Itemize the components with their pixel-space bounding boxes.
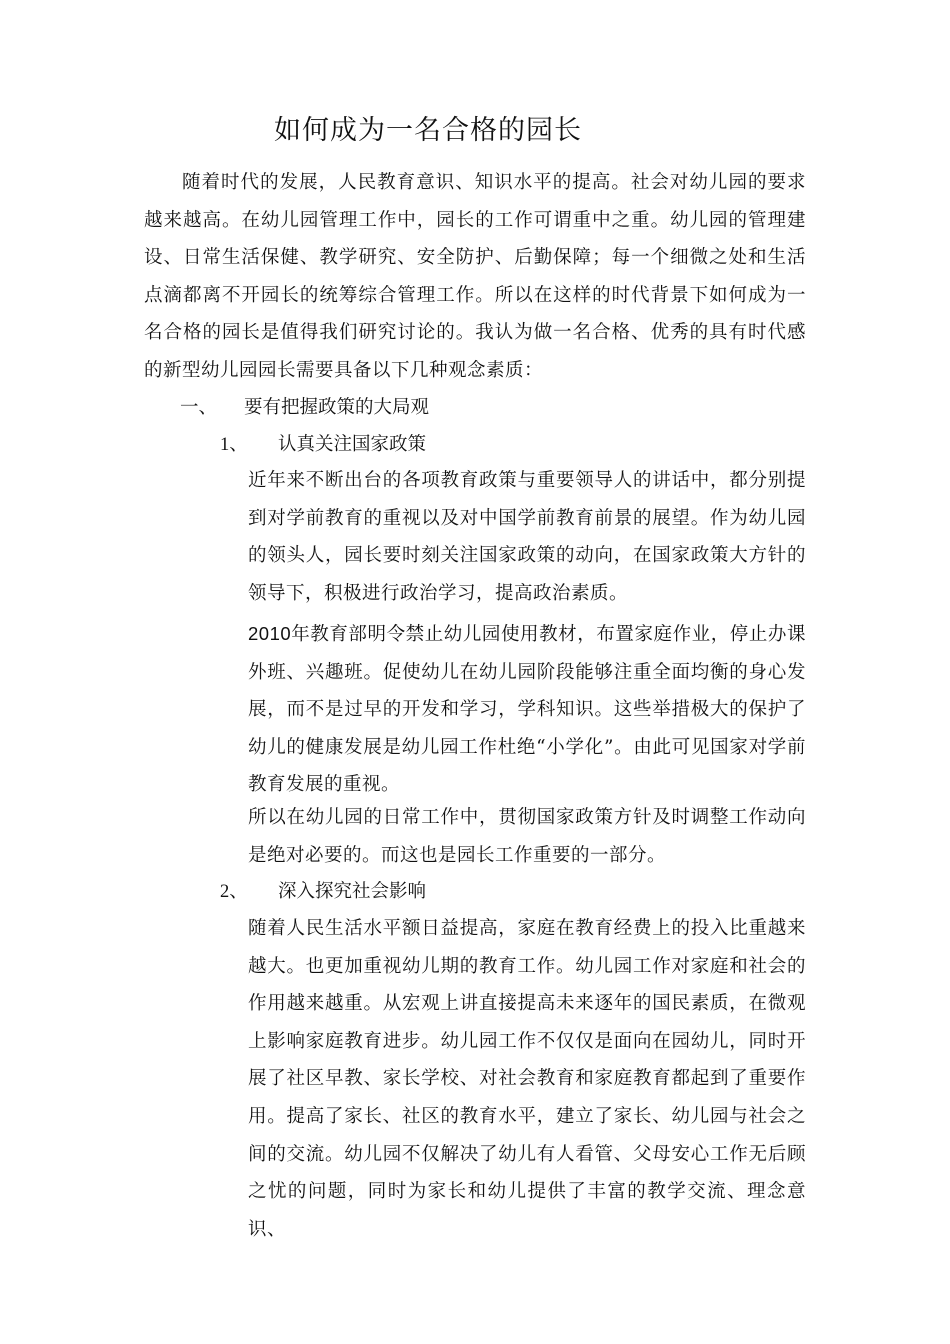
subsection-1-paragraph-1: 近年来不断出台的各项教育政策与重要领导人的讲话中，都分别提到对学前教育的重视以及对中国学前教育前景的展望。作为幼儿园的领头人，园长要时刻关注国家政策的动向，在国家政策大方针的领导下，积极进行政治学习，提高政治素质。 <box>248 470 806 604</box>
document-title: 如何成为一名合格的园长 <box>274 115 582 146</box>
subsection-1-paragraph-2 <box>248 615 806 804</box>
paragraph-2-text: 年教育部明令禁止幼儿园使用教材，布置家庭作业，停止办课外班、兴趣班。促使幼儿在幼儿园阶段能够注重全面均衡的身心发展，而不是过早的开发和学习，学科知识。这些举措极大的保护了幼儿的健康发展是幼儿园工作杜绝“小学化”。由此可见国家对学前教育发展的重视。 <box>248 624 806 796</box>
subsection-2-paragraph-1: 随着人民生活水平额日益提高，家庭在教育经费上的投入比重越来越大。也更加重视幼儿期的教育工作。幼儿园工作对家庭和社会的作用越来越重。从宏观上讲直接提高未来逐年的国民素质，在微观上影响家庭教育进步。幼儿园工作不仅仅是面向在园幼儿，同时开展了社区早教、家长学校、对社会教育和家庭教育都起到了重要作用。提高了家长、社区的教育水平，建立了家长、幼儿园与社会之间的交流。幼儿园不仅解决了幼儿有人看管、父母安心工作无后顾之忧的问题，同时为家长和幼儿提供了丰富的教学交流、理念意识、 <box>248 918 806 1240</box>
subsection-heading-text: 认真关注国家政策 <box>278 434 427 455</box>
subsection-heading-2 <box>220 877 426 907</box>
year-text: 2010 <box>248 623 292 644</box>
subsection-number: 1、 <box>220 435 248 455</box>
section-number: 一、 <box>180 397 218 418</box>
subsection-heading-text: 深入探究社会影响 <box>278 881 427 902</box>
subsection-1-paragraph-3: 所以在幼儿园的日常工作中，贯彻国家政策方针及时调整工作动向是绝对必要的。而这也是园长工作重要的一部分。 <box>248 807 806 866</box>
section-heading-text: 要有把握政策的大局观 <box>244 397 430 418</box>
section-heading-1 <box>180 393 429 423</box>
intro-paragraph: 随着时代的发展，人民教育意识、知识水平的提高。社会对幼儿园的要求越来越高。在幼儿园管理工作中，园长的工作可谓重中之重。幼儿园的管理建设、日常生活保健、教学研究、安全防护、后勤保障；每一个细微之处和生活点滴都离不开园长的统筹综合管理工作。所以在这样的时代背景下如何成为一名合格的园长是值得我们研究讨论的。我认为做一名合格、优秀的具有时代感的新型幼儿园园长需要具备以下几种观念素质： <box>144 172 806 381</box>
subsection-heading-1 <box>220 430 426 460</box>
subsection-number: 2、 <box>220 882 248 902</box>
